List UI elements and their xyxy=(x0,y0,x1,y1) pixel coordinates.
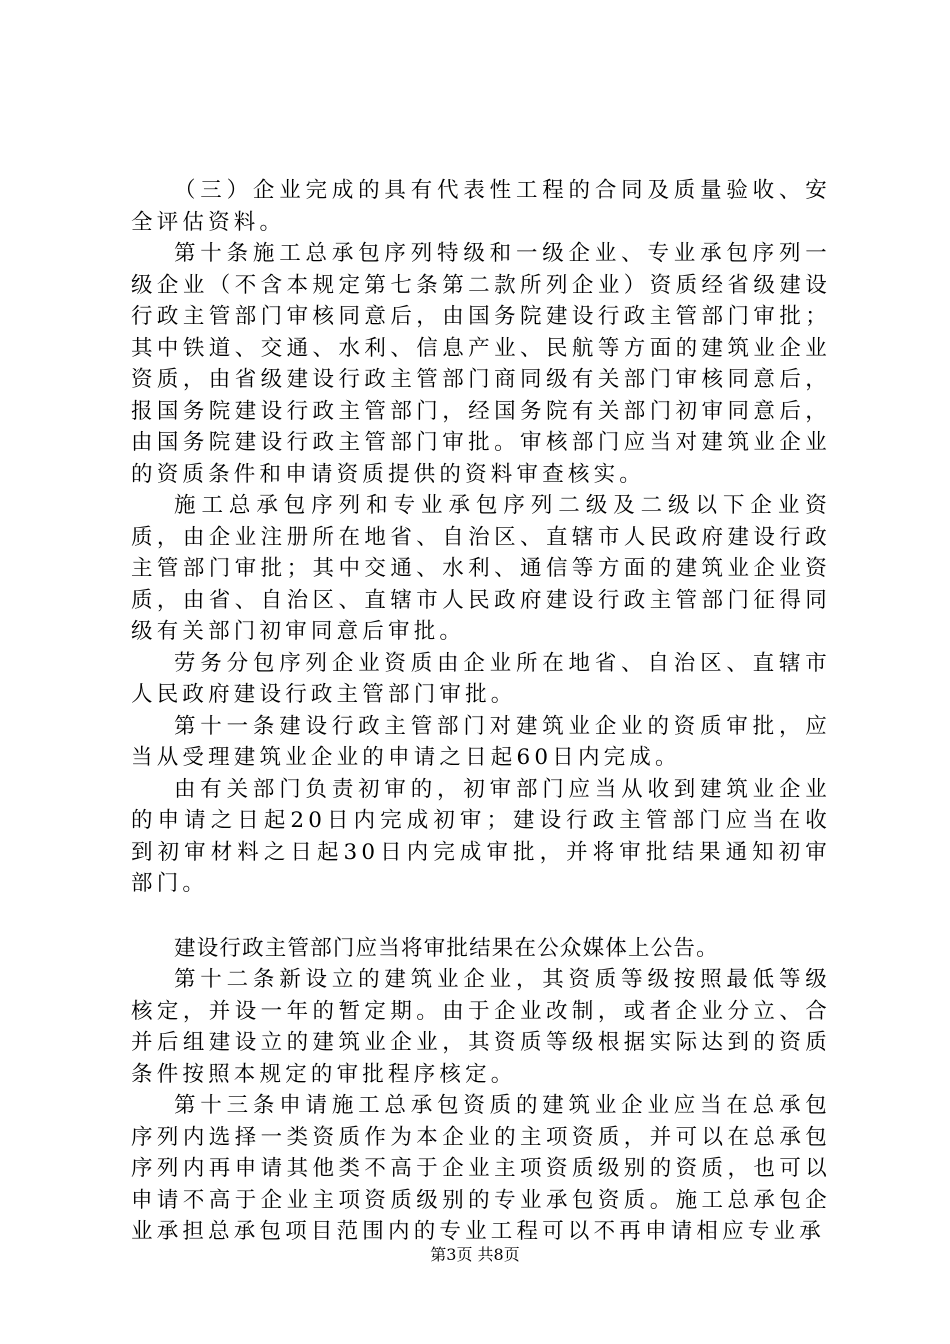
paragraph-1: （三）企业完成的具有代表性工程的合同及质量验收、安全评估资料。 xyxy=(131,178,831,235)
paragraph-8: 第十二条新设立的建筑业企业，其资质等级按照最低等级核定，并设一年的暂定期。由于企业改制，或者企业分立、合并后组建设立的建筑业企业，其资质等级根据实际达到的资质条件按照本规定的审批程序核定。 xyxy=(131,967,831,1087)
paragraph-5: 第十一条建设行政主管部门对建筑业企业的资质审批，应当从受理建筑业企业的申请之日起60日内完成。 xyxy=(131,713,831,770)
paragraph-2: 第十条施工总承包序列特级和一级企业、专业承包序列一级企业（不含本规定第七条第二款所列企业）资质经省级建设行政主管部门审核同意后，由国务院建设行政主管部门审批；其中铁道、交通、水利、信息产业、民航等方面的建筑业企业资质，由省级建设行政主管部门商同级有关部门审核同意后，报国务院建设行政主管部门，经国务院有关部门初审同意后，由国务院建设行政主管部门审批。审核部门应当对建筑业企业的资质条件和申请资质提供的资料审查核实。 xyxy=(131,241,831,487)
paragraph-9: 第十三条申请施工总承包资质的建筑业企业应当在总承包序列内选择一类资质作为本企业的主项资质，并可以在总承包序列内再申请其他类不高于企业主项资质级别的资质，也可以申请不高于企业主项资质级别的专业承包资质。施工总承包企业承担总承包项目范围内的专业工程可以不再申请相应专业承 xyxy=(131,1093,831,1244)
paragraph-3: 施工总承包序列和专业承包序列二级及二级以下企业资质，由企业注册所在地省、自治区、直辖市人民政府建设行政主管部门审批；其中交通、水利、通信等方面的建筑业企业资质，由省、自治区、直辖市人民政府建设行政主管部门征得同级有关部门初审同意后审批。 xyxy=(131,493,831,644)
page-number-footer: 第3页 共8页 xyxy=(430,1245,520,1264)
document-body xyxy=(131,175,831,1248)
paragraph-7: 建设行政主管部门应当将审批结果在公众媒体上公告。 xyxy=(174,935,719,961)
paragraph-4: 劳务分包序列企业资质由企业所在地省、自治区、直辖市人民政府建设行政主管部门审批。 xyxy=(131,650,831,707)
paragraph-6: 由有关部门负责初审的，初审部门应当从收到建筑业企业的申请之日起20日内完成初审；建设行政主管部门应当在收到初审材料之日起30日内完成审批，并将审批结果通知初审部门。 xyxy=(131,776,831,896)
